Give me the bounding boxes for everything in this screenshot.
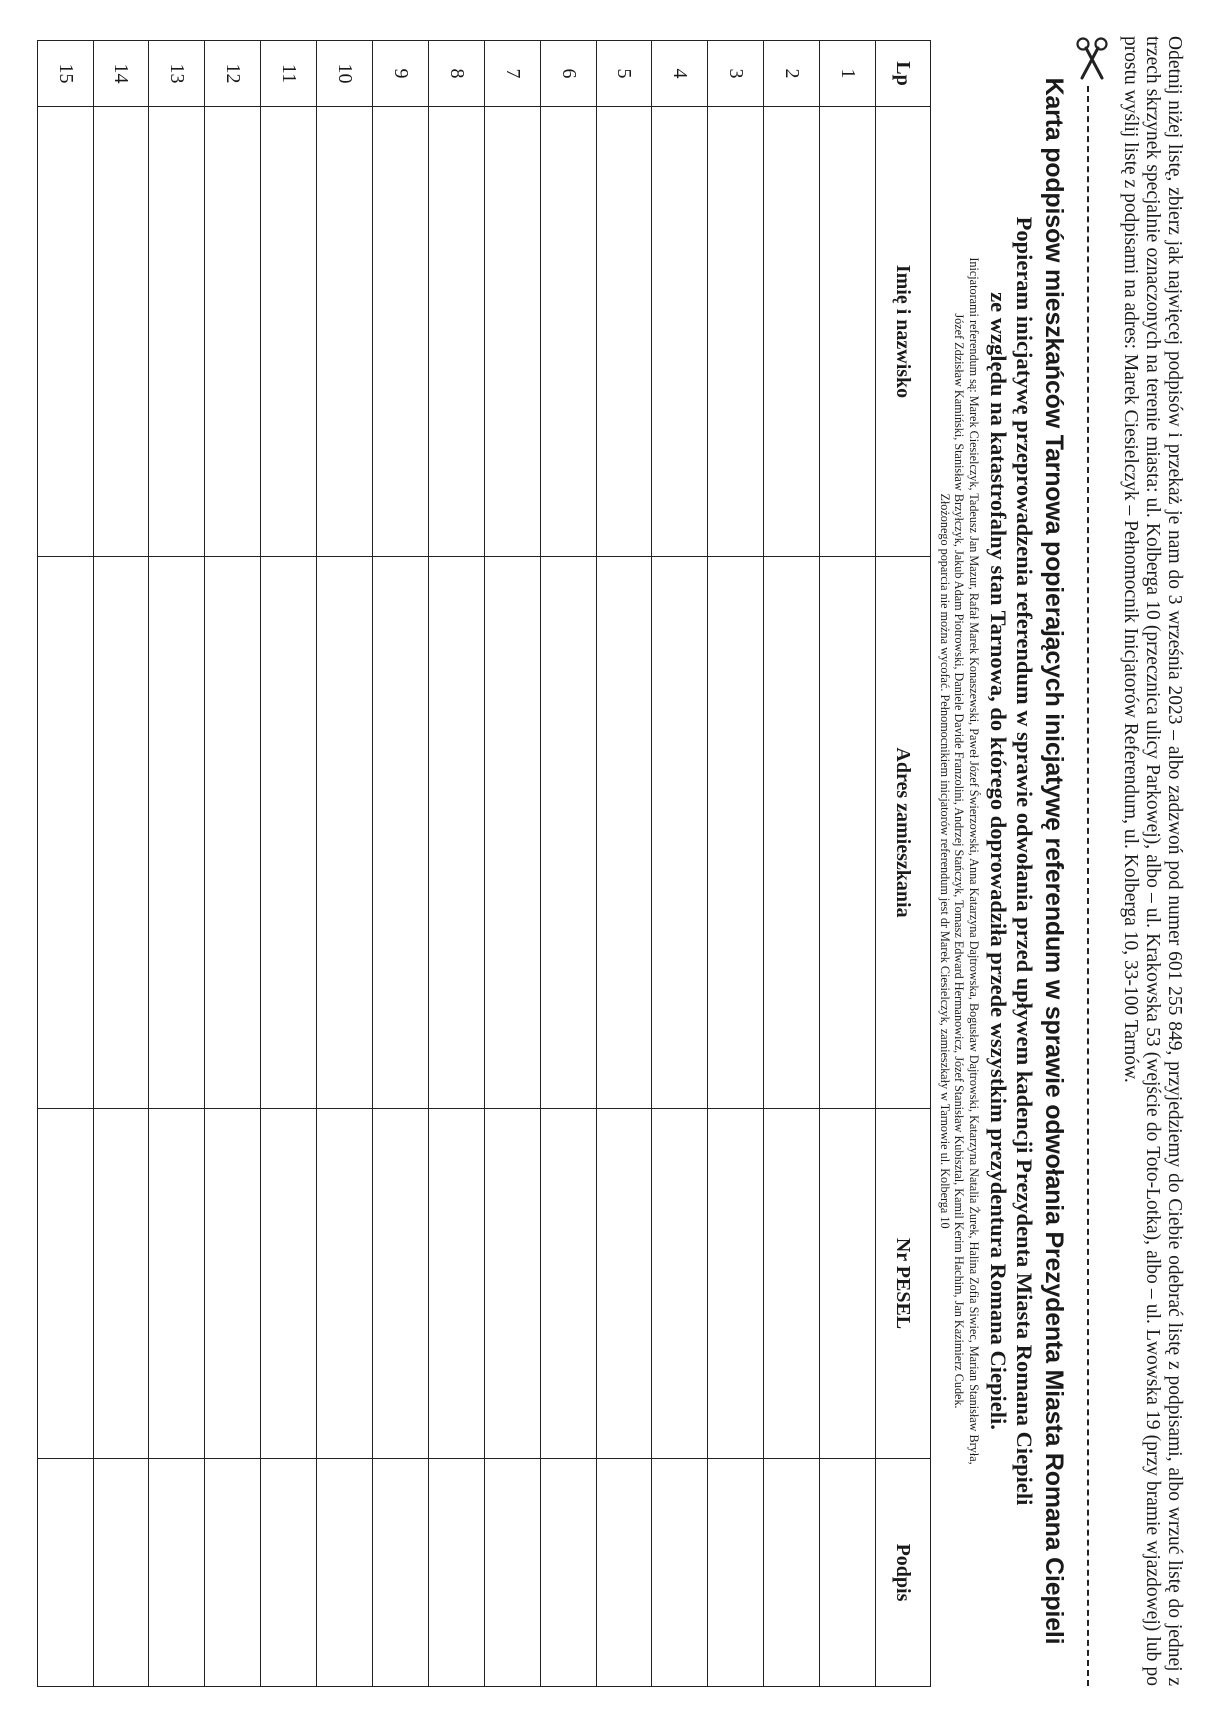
name-cell — [261, 107, 317, 557]
row-number: 6 — [540, 41, 596, 107]
pesel-cell — [372, 1109, 428, 1459]
name-cell — [149, 107, 205, 557]
pesel-cell — [764, 1109, 820, 1459]
name-cell — [820, 107, 876, 557]
table-row — [93, 41, 149, 1687]
signature-cell — [428, 1459, 484, 1687]
address-cell — [372, 557, 428, 1109]
row-number: 2 — [764, 41, 820, 107]
address-cell — [428, 557, 484, 1109]
pesel-cell — [484, 1109, 540, 1459]
signature-cell — [93, 1459, 149, 1687]
signature-cell — [652, 1459, 708, 1687]
subtitle — [985, 36, 1037, 1686]
signature-cell — [37, 1459, 93, 1687]
pesel-cell — [428, 1109, 484, 1459]
address-cell — [764, 557, 820, 1109]
name-cell — [93, 107, 149, 557]
row-number: 3 — [708, 41, 764, 107]
table-row — [596, 41, 652, 1687]
column-header-pesel: Nr PESEL — [876, 1109, 931, 1459]
address-cell — [540, 557, 596, 1109]
initiators-line-1: Inicjatorami referendum są: Marek Ciesielczyk, Tadeusz Jan Mazur, Rafał Marek Konaszewski, Paweł Józef Świerzowski, Anna Katarzyna Dajtrowska, Bogusław Dajtrowski, Katarzyna Natalia Żurek, Halina Zofia Siwiec, Marian Stanisław Bryła, — [967, 257, 981, 1465]
table-row — [484, 41, 540, 1687]
pesel-cell — [261, 1109, 317, 1459]
table-body — [37, 41, 875, 1687]
address-cell — [484, 557, 540, 1109]
column-header-name: Imię i nazwisko — [876, 107, 931, 557]
name-cell — [596, 107, 652, 557]
pesel-cell — [205, 1109, 261, 1459]
row-number: 12 — [205, 41, 261, 107]
signature-cell — [205, 1459, 261, 1687]
initiators-note — [937, 60, 981, 1662]
table-header-row — [876, 41, 931, 1687]
row-number: 1 — [820, 41, 876, 107]
row-number: 10 — [317, 41, 373, 107]
pesel-cell — [317, 1109, 373, 1459]
address-cell — [205, 557, 261, 1109]
table-row — [820, 41, 876, 1687]
name-cell — [428, 107, 484, 557]
cut-line-row — [1075, 36, 1109, 1686]
pesel-cell — [708, 1109, 764, 1459]
row-number: 11 — [261, 41, 317, 107]
name-cell — [652, 107, 708, 557]
name-cell — [317, 107, 373, 557]
table-row — [149, 41, 205, 1687]
signature-cell — [596, 1459, 652, 1687]
column-header-signature: Podpis — [876, 1459, 931, 1687]
signature-cell — [372, 1459, 428, 1687]
column-header-address: Adres zamieszkania — [876, 557, 931, 1109]
subtitle-line-1: Popieram inicjatywę przeprowadzenia referendum w sprawie odwołania przed upływem kadencji Prezydenta Miasta Romana Ciepieli — [1012, 216, 1037, 1506]
signature-cell — [317, 1459, 373, 1687]
table-row — [37, 41, 93, 1687]
address-cell — [261, 557, 317, 1109]
name-cell — [205, 107, 261, 557]
row-number: 8 — [428, 41, 484, 107]
name-cell — [484, 107, 540, 557]
row-number: 13 — [149, 41, 205, 107]
pesel-cell — [652, 1109, 708, 1459]
initiators-line-2: Józef Zdzisław Kamiński, Stanisław Brzyłczyk, Jakub Adam Piotrowski, Daniele Davide Franzolini, Andrzej Stańczyk, Tomasz Edward Hermanowicz, Józef Stanisław Kubisztal, Kamil Kerim Hachim, Jan Kazimierz Cudek. — [952, 313, 967, 1409]
name-cell — [37, 107, 93, 557]
dashed-cut-line — [1087, 86, 1089, 1686]
table-row — [428, 41, 484, 1687]
signature-cell — [484, 1459, 540, 1687]
name-cell — [372, 107, 428, 557]
signature-cell — [149, 1459, 205, 1687]
subtitle-line-2: ze względu na katastrofalny stan Tarnowa, do którego doprowadziła przede wszystkim prezydentura Romana Ciepieli. — [986, 292, 1011, 1430]
row-number: 9 — [372, 41, 428, 107]
row-number: 15 — [37, 41, 93, 107]
signature-cell — [708, 1459, 764, 1687]
address-cell — [652, 557, 708, 1109]
page-title: Karta podpisów mieszkańców Tarnowa popierających inicjatywę referendum w sprawie odwołania Prezydenta Miasta Romana Ciepieli — [1040, 77, 1068, 1645]
address-cell — [317, 557, 373, 1109]
signature-table — [37, 40, 931, 1687]
address-cell — [708, 557, 764, 1109]
signature-cell — [764, 1459, 820, 1687]
pesel-cell — [596, 1109, 652, 1459]
pesel-cell — [93, 1109, 149, 1459]
initiators-line-3: Złożonego poparcia nie można wycofać. Pełnomocnikiem inicjatorów referendum jest dr Marek Ciesielczyk, zamieszkały w Tarnowie ul. Kolberga 10 — [937, 493, 952, 1229]
row-number: 4 — [652, 41, 708, 107]
instructions-text: Odetnij niżej listę, zbierz jak najwięcej podpisów i przekaż je nam do 3 września 2023 – albo zadzwoń pod numer 601 255 849, przyjedziemy do Ciebie odebrać listę z podpisami, albo wrzuć listę do jednej z trzech skrzynek specjalnie oznaczonych na terenie miasta: ul. Kolberga 10 (przecznica ulicy Parkowej), albo – ul. Krakowska 53 (wejście do Toto-Lotka), albo – ul. Lwowska 19 (przy bramie wjazdowej) lub po prostu wyślij listę z podpisami na adres: Marek Ciesielczyk – Pełnomocnik Inicjatorów Referendum, ul. Kolberga 10, 33-100 Tarnów. — [1120, 36, 1185, 1686]
table-row — [372, 41, 428, 1687]
row-number: 5 — [596, 41, 652, 107]
signature-cell — [261, 1459, 317, 1687]
pesel-cell — [820, 1109, 876, 1459]
column-header-lp: Lp — [876, 41, 931, 107]
name-cell — [708, 107, 764, 557]
table-row — [540, 41, 596, 1687]
address-cell — [37, 557, 93, 1109]
name-cell — [540, 107, 596, 557]
address-cell — [596, 557, 652, 1109]
table-row — [317, 41, 373, 1687]
pesel-cell — [37, 1109, 93, 1459]
pesel-cell — [149, 1109, 205, 1459]
address-cell — [820, 557, 876, 1109]
name-cell — [764, 107, 820, 557]
row-number: 7 — [484, 41, 540, 107]
table-row — [652, 41, 708, 1687]
row-number: 14 — [93, 41, 149, 107]
table-row — [708, 41, 764, 1687]
signature-cell — [820, 1459, 876, 1687]
address-cell — [93, 557, 149, 1109]
scissors-icon — [1075, 36, 1109, 80]
signature-cell — [540, 1459, 596, 1687]
table-row — [261, 41, 317, 1687]
pesel-cell — [540, 1109, 596, 1459]
table-row — [764, 41, 820, 1687]
address-cell — [149, 557, 205, 1109]
table-row — [205, 41, 261, 1687]
